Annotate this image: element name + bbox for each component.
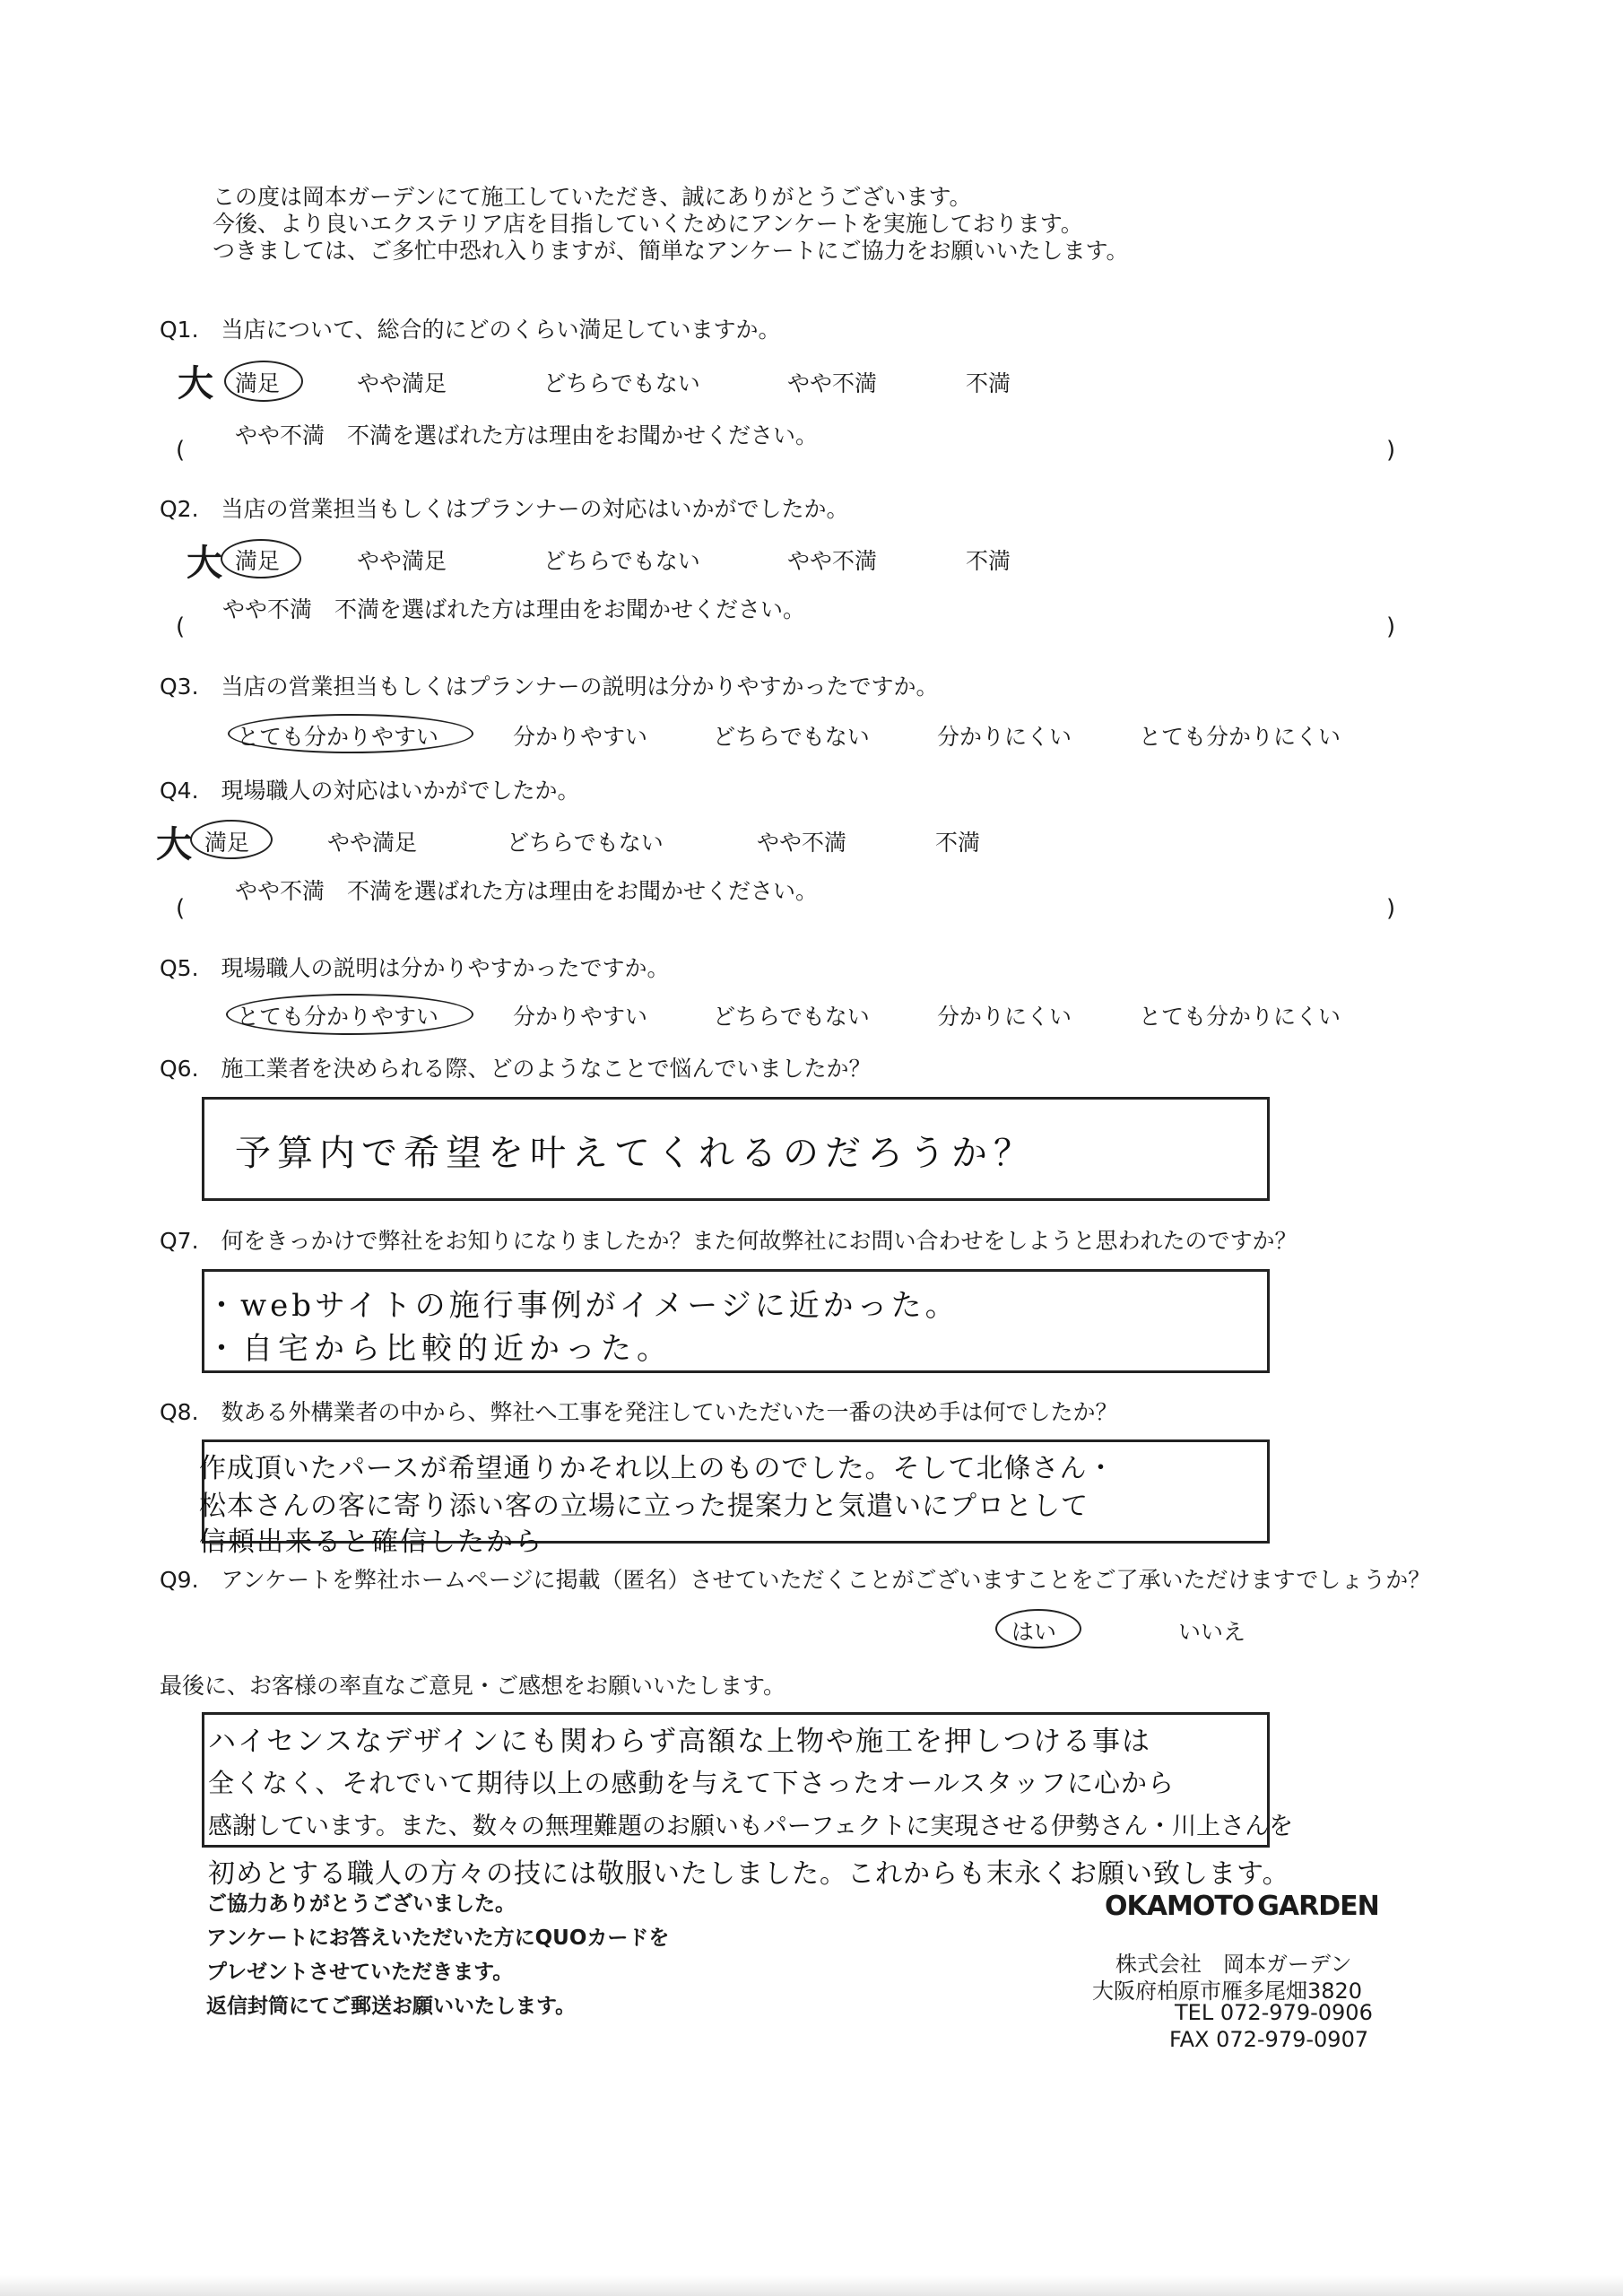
final-prompt: 最後に、お客様の率直なご意見・ご感想をお願いいたします。 — [160, 1673, 786, 1699]
q2-option-2[interactable]: やや満足 — [357, 548, 447, 574]
q7-answer-line-2: ・自宅から比較的近かった。 — [206, 1331, 673, 1367]
q8-question: Q8. 数ある外構業者の中から、弊社へ工事を発注していただいた一番の決め手は何でしたか？ — [160, 1399, 1118, 1425]
final-answer-line-4: 初めとする職人の方々の技には敬服いたしました。これからも末永くお願い致します。 — [208, 1858, 1290, 1890]
q3-option-5[interactable]: とても分かりにくい — [1139, 724, 1341, 750]
q3-question: Q3. 当店の営業担当もしくはプランナーの説明は分かりやすかったですか。 — [160, 674, 939, 700]
q4-option-2[interactable]: やや満足 — [327, 830, 418, 856]
q5-question: Q5. 現場職人の説明は分かりやすかったですか。 — [160, 955, 670, 981]
q4-option-1[interactable]: 満足 — [204, 830, 250, 856]
q4-handwritten-dai: 大 — [156, 823, 192, 865]
final-answer-line-1: ハイセンスなデザインにも関わらず高額な上物や施工を押しつける事は — [208, 1726, 1151, 1758]
q2-reason-close: ) — [1386, 613, 1396, 640]
company-address: 大阪府柏原市雁多尾畑3820 — [1092, 1979, 1363, 2004]
q3-option-4[interactable]: 分かりにくい — [937, 724, 1072, 750]
page-bottom-edge — [0, 2275, 1623, 2296]
q5-option-4[interactable]: 分かりにくい — [937, 1004, 1072, 1030]
q1-option-5[interactable]: 不満 — [966, 370, 1011, 396]
q3-option-2[interactable]: 分かりやすい — [513, 724, 648, 750]
q1-reason-prompt: やや不満 不満を選ばれた方は理由をお聞かせください。 — [235, 422, 819, 448]
q2-handwritten-dai: 大 — [187, 542, 222, 584]
closing-line-3: プレゼントさせていただきます。 — [206, 1961, 514, 1984]
company-logo — [1105, 1888, 1379, 1924]
q2-option-3[interactable]: どちらでもない — [543, 548, 700, 574]
q1-option-3[interactable]: どちらでもない — [543, 370, 700, 396]
q1-reason-open: ( — [176, 437, 186, 464]
q4-reason-close: ) — [1386, 895, 1396, 922]
intro-line-1: この度は岡本ガーデンにて施工していただき、誠にありがとうございます。 — [213, 184, 972, 210]
company-name: 株式会社 岡本ガーデン — [1115, 1952, 1352, 1977]
final-answer-line-2: 全くなく、それでいて期待以上の感動を与えて下さったオールスタッフに心から — [208, 1768, 1175, 1798]
q9-no-option[interactable]: いいえ — [1178, 1619, 1246, 1645]
q6-answer: 予算内で希望を叶えてくれるのだろうか？ — [235, 1133, 1036, 1174]
q9-yes-option[interactable]: はい — [1011, 1619, 1057, 1645]
q3-option-3[interactable]: どちらでもない — [713, 724, 870, 750]
q2-option-5[interactable]: 不満 — [966, 548, 1011, 574]
q9-question: Q9. アンケートを弊社ホームページに掲載（匿名）させていただくことがございますことをご了承いただけますでしょうか？ — [160, 1567, 1431, 1593]
final-answer-line-3: 感謝しています。また、数々の無理難題のお願いもパーフェクトに実現させる伊勢さん・川上さんを — [208, 1813, 1294, 1840]
q2-question: Q2. 当店の営業担当もしくはプランナーの対応はいかがでしたか。 — [160, 496, 849, 522]
logo-text-right: GARDEN — [1257, 1890, 1379, 1922]
company-tel: TEL 072-979-0906 — [1175, 2000, 1373, 2025]
company-fax: FAX 072-979-0907 — [1169, 2027, 1369, 2052]
q1-question: Q1. 当店について、総合的にどのくらい満足していますか。 — [160, 317, 781, 343]
q4-reason-prompt: やや不満 不満を選ばれた方は理由をお聞かせください。 — [235, 878, 819, 904]
closing-line-1: ご協力ありがとうございました。 — [206, 1892, 516, 1916]
q6-question: Q6. 施工業者を決められる際、どのようなことで悩んでいましたか？ — [160, 1056, 872, 1082]
q1-option-1[interactable]: 満足 — [235, 370, 281, 396]
q1-option-4[interactable]: やや不満 — [787, 370, 878, 396]
q7-question: Q7. 何をきっかけで弊社をお知りになりましたか？また何故弊社にお問い合わせをしようと思われたのですか？ — [160, 1228, 1298, 1254]
q4-reason-open: ( — [176, 895, 186, 922]
q5-option-2[interactable]: 分かりやすい — [513, 1004, 648, 1030]
q4-option-4[interactable]: やや不満 — [757, 830, 847, 856]
q2-option-1[interactable]: 満足 — [235, 548, 281, 574]
q2-option-4[interactable]: やや不満 — [787, 548, 878, 574]
q8-answer-line-3: 信頼出来ると確信したから — [199, 1526, 543, 1558]
q8-answer-line-1: 作成頂いたパースが希望通りかそれ以上のものでした。そして北條さん・ — [199, 1453, 1115, 1484]
q1-reason-close: ) — [1386, 437, 1396, 464]
intro-line-3: つきましては、ご多忙中恐れ入りますが、簡単なアンケートにご協力をお願いいたします。 — [213, 238, 1129, 264]
q2-reason-open: ( — [176, 613, 186, 640]
q5-option-3[interactable]: どちらでもない — [713, 1004, 870, 1030]
q8-answer-line-2: 松本さんの客に寄り添い客の立場に立った提案力と気遣いにプロとして — [199, 1491, 1089, 1522]
q7-answer-line-1: ・webサイトの施行事例がイメージに近かった。 — [206, 1288, 959, 1324]
q2-reason-prompt: やや不満 不満を選ばれた方は理由をお聞かせください。 — [222, 596, 806, 622]
q3-option-1[interactable]: とても分かりやすい — [237, 724, 439, 750]
q1-option-2[interactable]: やや満足 — [357, 370, 447, 396]
q4-option-5[interactable]: 不満 — [935, 830, 981, 856]
intro-line-2: 今後、より良いエクステリア店を目指していくためにアンケートを実施しております。 — [213, 211, 1083, 237]
q1-handwritten-dai: 大 — [178, 362, 213, 404]
closing-line-4: 返信封筒にてご郵送お願いいたします。 — [206, 1995, 577, 2018]
q4-option-3[interactable]: どちらでもない — [507, 830, 664, 856]
q5-option-5[interactable]: とても分かりにくい — [1139, 1004, 1341, 1030]
closing-line-2: アンケートにお答えいただいた方にQUOカードを — [206, 1926, 670, 1950]
logo-text-left: OKAMOTO — [1105, 1890, 1254, 1922]
q5-option-1[interactable]: とても分かりやすい — [237, 1004, 439, 1030]
q4-question: Q4. 現場職人の対応はいかがでしたか。 — [160, 778, 580, 804]
